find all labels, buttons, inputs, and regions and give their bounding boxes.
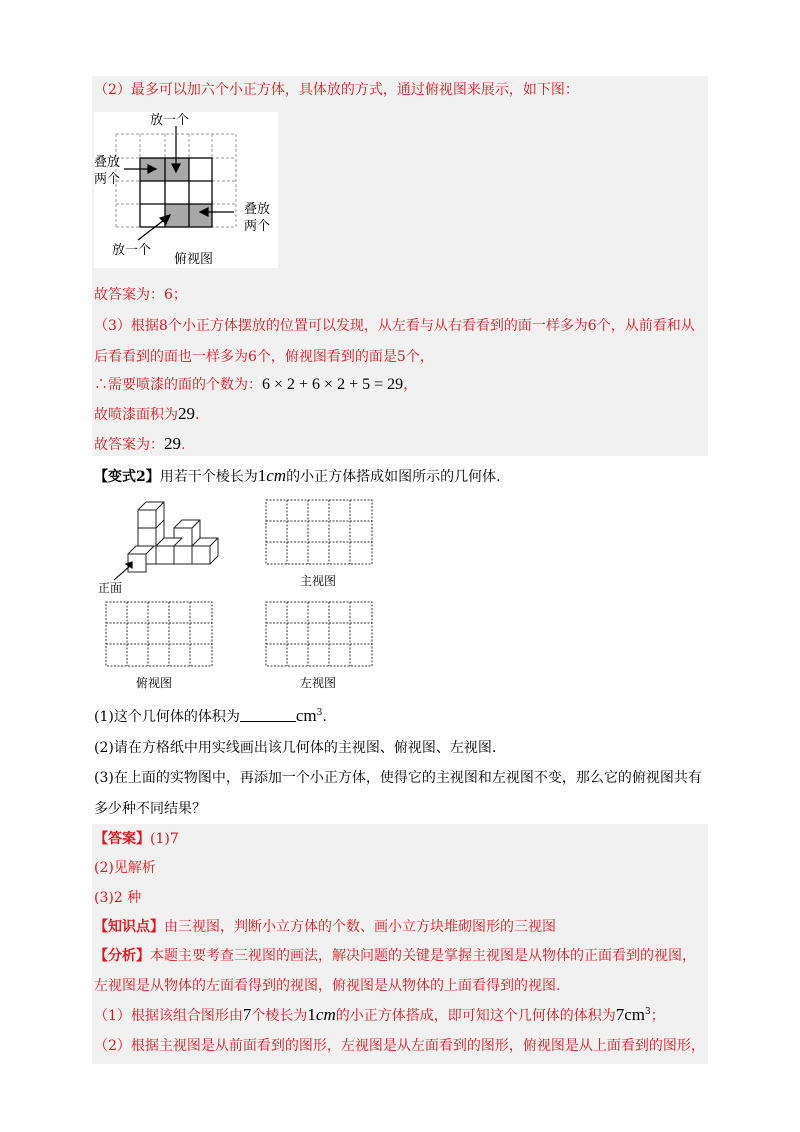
s1-c: 的小正方体搭成，即可知这个几何体的体积为 (335, 1008, 616, 1024)
top-view-figure (94, 112, 278, 268)
q1-sup: 3 (316, 708, 323, 718)
solution-step-2: （2）根据主视图是从前面看到的图形，左视图是从左面看到的图形，俯视图是从上面看到的图形， (94, 1038, 705, 1054)
main-view-grid (264, 498, 376, 590)
sec3-line5-prefix: 故答案为： (94, 437, 164, 453)
final-answer-value: 29 (164, 434, 181, 453)
analysis-text-1: 本题主要考查三视图的画法，解决问题的关键是掌握主视图是从物体的正面看到的视图， (150, 948, 696, 964)
question-3-line1: (3)在上面的实物图中，再添加一个小正方体，使得它的主视图和左视图不变，那么它的俯视图共有 (94, 770, 702, 786)
paint-area-value: 29 (178, 404, 195, 423)
variant-tag: 【变式2】 (94, 469, 160, 485)
q1-suffix: . (322, 709, 327, 725)
solid-figure (94, 496, 224, 596)
question-1 (94, 706, 327, 727)
analysis-tag: 【分析】 (94, 948, 150, 964)
knowledge-text: 由三视图，判断小立方体的个数、画小立方块堆砌图形的三视图 (164, 919, 556, 935)
knowledge-point (94, 917, 556, 937)
variant-text-b: 的小正方体搭成如图所示的几何体. (286, 469, 501, 485)
variant-text-a: 用若干个棱长为 (159, 469, 258, 485)
sec2-line1: （2）最多可以加六个小正方体，具体放的方式，通过俯视图来展示，如下图： (94, 82, 579, 98)
left-view-label: 左视图 (300, 676, 337, 690)
sec3-line4 (94, 404, 199, 425)
front-face-label: 正面 (98, 581, 123, 595)
sec3-line2: 后看看到的面也一样多为6个，俯视图看到的面是5个， (94, 349, 434, 365)
sec3-line5-suffix: . (181, 437, 186, 453)
paint-face-equation: 6 × 2 + 6 × 2 + 5 = 29 (262, 376, 404, 393)
q1-blank[interactable] (240, 709, 296, 722)
label-stack-two-left-2: 两个 (94, 172, 121, 187)
top-view-grid (104, 600, 216, 692)
sec3-line5 (94, 434, 185, 455)
s1-d: ； (650, 1008, 665, 1024)
question-3-line2: 多少种不同结果？ (94, 801, 206, 817)
main-view-label: 主视图 (300, 574, 337, 588)
solution-step-1 (94, 1005, 665, 1026)
q1-unit: cm (295, 706, 317, 725)
s1-a: （1）根据该组合图形由 (94, 1008, 243, 1024)
sec3-line4-suffix: . (195, 407, 200, 423)
edge-length-value: 1 (257, 466, 267, 485)
sec3-line3 (94, 375, 417, 395)
answer-1: (1)7 (150, 831, 179, 847)
s1-unit2: cm (624, 1005, 646, 1024)
s1-val: 7 (615, 1005, 625, 1024)
answer-line (94, 829, 179, 849)
label-stack-two-left-1: 叠放 (94, 155, 121, 170)
sec3-line3-prefix: ∴需要喷漆的面的个数为： (94, 377, 262, 393)
s1-num: 7 (242, 1005, 252, 1024)
analysis-line2: 左视图是从物体的左面看得到的视图，俯视图是从物体的上面看得到的视图. (94, 978, 561, 994)
label-stack-two-right-2: 两个 (244, 219, 271, 234)
sec2-answer: 故答案为：6； (94, 287, 187, 303)
label-place-one-top: 放一个 (150, 113, 190, 128)
answer-3: (3)2 种 (94, 890, 142, 906)
s1-b: 个棱长为 (251, 1008, 308, 1024)
left-view-grid (264, 600, 376, 692)
question-2: (2)请在方格纸中用实线画出该几何体的主视图、俯视图、左视图. (94, 740, 497, 756)
knowledge-tag: 【知识点】 (94, 919, 164, 935)
sec3-line1: （3）根据8个小正方体摆放的位置可以发现，从左看与从右看看到的面一样多为6个，从前看和从 (94, 318, 695, 334)
figure-caption-top-view: 俯视图 (174, 252, 214, 267)
answer-tag: 【答案】 (94, 831, 150, 847)
answer-2: (2)见解析 (94, 860, 156, 876)
sec3-line4-prefix: 故喷漆面积为 (94, 407, 178, 423)
variant-2-statement (94, 466, 501, 487)
label-stack-two-right-1: 叠放 (244, 202, 271, 217)
analysis-line1 (94, 946, 696, 966)
q1-prefix: (1)这个几何体的体积为 (94, 709, 240, 725)
s1-unit: cm (315, 1005, 336, 1024)
top-view-label: 俯视图 (136, 676, 173, 690)
sec3-line3-suffix: ， (403, 377, 418, 393)
answer-block (92, 824, 708, 1064)
label-place-one-bottom: 放一个 (112, 243, 152, 258)
s1-num2: 1 (307, 1005, 316, 1024)
edge-length-unit: cm (266, 466, 287, 485)
s1-sup: 3 (645, 1007, 651, 1017)
